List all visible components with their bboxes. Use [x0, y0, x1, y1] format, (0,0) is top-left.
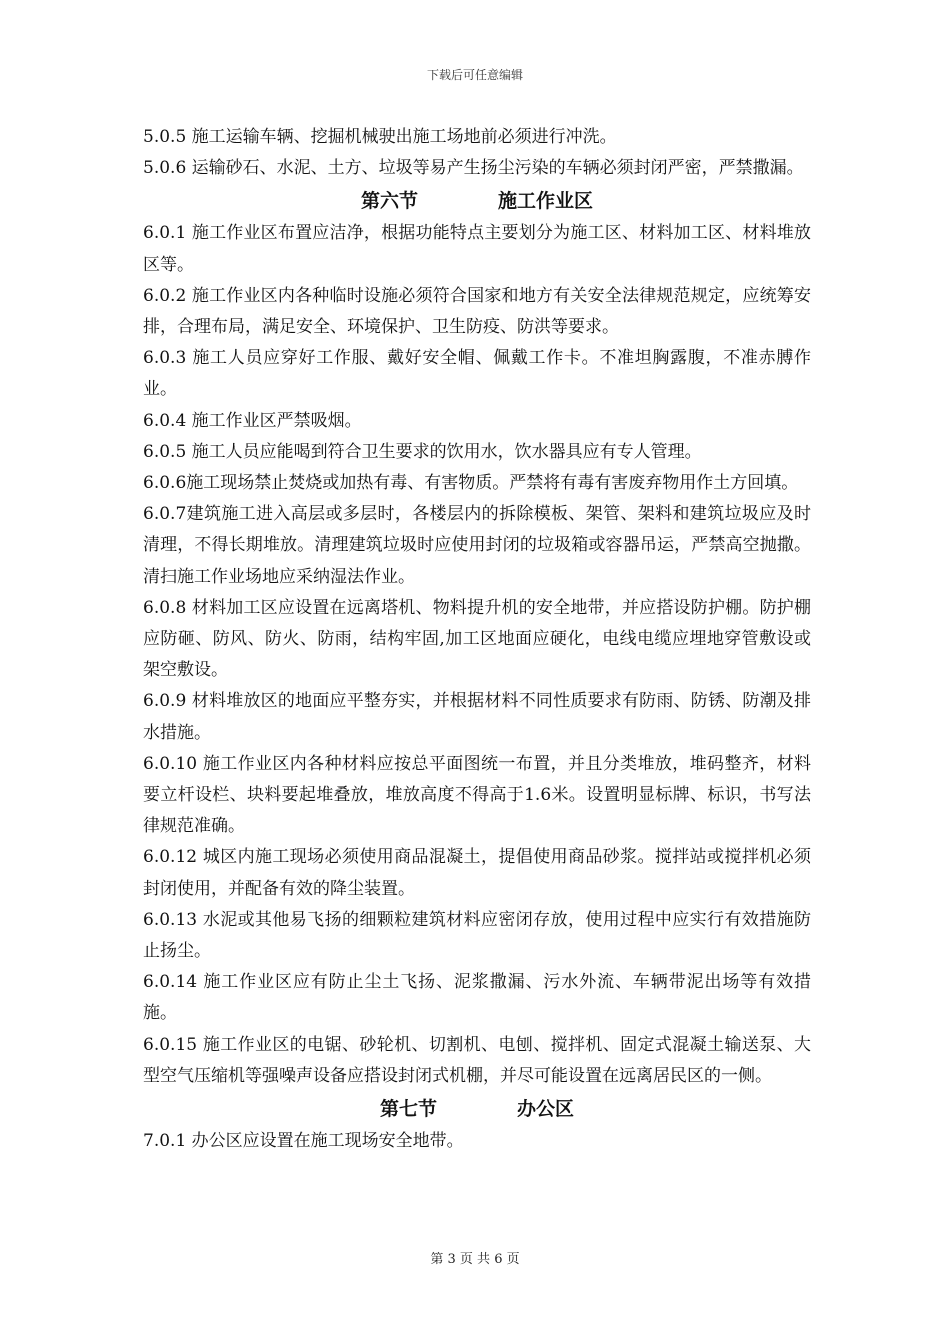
paragraph-6-0-1: 6.0.1 施工作业区布置应洁净，根据功能特点主要划分为施工区、材料加工区、材料堆放区等。 — [143, 223, 811, 275]
page-footer: 第 3 页 共 6 页 — [430, 1252, 520, 1267]
paragraph-6-0-2: 6.0.2 施工作业区内各种临时设施必须符合国家和地方有关安全法律规范规定，应统筹安排，合理布局，满足安全、环境保护、卫生防疫、防洪等要求。 — [143, 285, 811, 338]
paragraph-6-0-4: 6.0.4 施工作业区严禁吸烟。 — [143, 410, 362, 431]
paragraph-6-0-10: 6.0.10 施工作业区内各种材料应按总平面图统一布置，并且分类堆放，堆码整齐，材料要立杆设栏、块料要起堆叠放，堆放高度不得高于1.6米。设置明显标牌、标识，书写法律规范准确。 — [143, 753, 811, 837]
paragraph-6-0-3: 6.0.3 施工人员应穿好工作服、戴好安全帽、佩戴工作卡。不准坦胸露腹，不准赤膊作业。 — [143, 348, 811, 400]
paragraph-7-0-1: 7.0.1 办公区应设置在施工现场安全地带。 — [143, 1131, 464, 1152]
section-heading-6 — [143, 184, 811, 218]
paragraph-6-0-7: 6.0.7建筑施工进入高层或多层时，各楼层内的拆除模板、架管、架料和建筑垃圾应及时清理，不得长期堆放。清理建筑垃圾时应使用封闭的垃圾箱或容器吊运，严禁高空抛撒。清扫施工作业场地应采纳湿法作业。 — [143, 504, 811, 587]
paragraph-6-0-13: 6.0.13 水泥或其他易飞扬的细颗粒建筑材料应密闭存放，使用过程中应实行有效措施防止扬尘。 — [143, 909, 811, 962]
section-heading-7 — [143, 1092, 811, 1126]
paragraph-6-0-5: 6.0.5 施工人员应能喝到符合卫生要求的饮用水，饮水器具应有专人管理。 — [143, 441, 702, 462]
paragraph-5-0-6: 5.0.6 运输砂石、水泥、土方、垃圾等易产生扬尘污染的车辆必须封闭严密，严禁撒漏。 — [143, 158, 804, 179]
paragraph-6-0-6: 6.0.6施工现场禁止焚烧或加热有毒、有害物质。严禁将有毒有害废弃物用作土方回填。 — [143, 473, 799, 494]
paragraph-6-0-14: 6.0.14 施工作业区应有防止尘土飞扬、泥浆撒漏、污水外流、车辆带泥出场等有效措施。 — [143, 972, 811, 1024]
paragraph-5-0-5: 5.0.5 施工运输车辆、挖掘机械驶出施工场地前必须进行冲洗。 — [143, 127, 617, 147]
paragraph-6-0-12: 6.0.12 城区内施工现场必须使用商品混凝土，提倡使用商品砂浆。搅拌站或搅拌机必须封闭使用，并配备有效的降尘装置。 — [143, 847, 811, 899]
page-header: 下载后可任意编辑 — [426, 68, 523, 82]
paragraph-6-0-15: 6.0.15 施工作业区的电锯、砂轮机、切割机、电刨、搅拌机、固定式混凝土输送泵、大型空气压缩机等强噪声设备应搭设封闭式机棚，并尽可能设置在远离居民区的一侧。 — [143, 1034, 811, 1086]
paragraph-6-0-8: 6.0.8 材料加工区应设置在远离塔机、物料提升机的安全地带，并应搭设防护棚。防护棚应防砸、防风、防火、防雨，结构牢固,加工区地面应硬化，电线电缆应埋地穿管敷设或架空敷设。 — [143, 597, 811, 681]
section-number: 第七节 — [379, 1098, 437, 1121]
section-title: 办公区 — [517, 1098, 575, 1121]
section-title: 施工作业区 — [498, 190, 594, 213]
document-body — [143, 122, 811, 1157]
paragraph-6-0-9: 6.0.9 材料堆放区的地面应平整夯实，并根据材料不同性质要求有防雨、防锈、防潮及排水措施。 — [143, 691, 811, 743]
section-number: 第六节 — [360, 190, 418, 213]
